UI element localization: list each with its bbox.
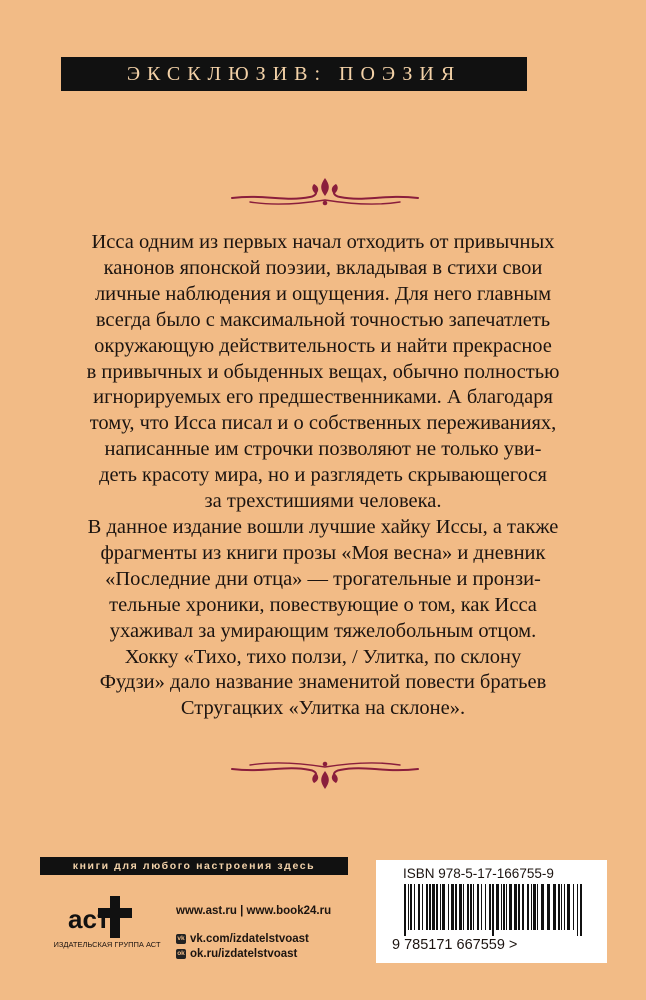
barcode-bar (506, 884, 507, 930)
blurb-line: всегда было с максимальной точностью запечатлеть (95, 308, 551, 331)
barcode-bar (573, 884, 574, 930)
blurb-line: личные наблюдения и ощущения. Для него главным (94, 282, 552, 305)
ok-link[interactable]: ok.ru/izdatelstvoast (190, 947, 298, 960)
blurb-line: в привычных и обыденных вещах, обычно полностью (86, 360, 560, 383)
blurb-line: канонов японской поэзии, вкладывая в стихи свои (103, 256, 543, 279)
barcode-bar (426, 884, 428, 930)
barcode-bar (455, 884, 457, 930)
barcode-bar (404, 884, 406, 936)
blurb-line: Стругацких «Улитка на склоне». (180, 697, 466, 720)
annotation-text (40, 230, 606, 722)
blurb-line: Исса одним из первых начал отходить от привычных (91, 231, 555, 253)
barcode (398, 884, 588, 936)
barcode-bar (522, 884, 524, 930)
blurb-line: деть красоту мира, но и разглядеть скрывающегося (99, 464, 547, 487)
ok-icon: ok (177, 949, 185, 957)
barcode-bar (567, 884, 570, 930)
ast-logo-icon (64, 888, 150, 940)
series-banner (61, 57, 527, 91)
barcode-bar (580, 884, 582, 936)
barcode-bar (442, 884, 445, 930)
top-ornament (230, 176, 420, 210)
logo-text: аст (68, 904, 110, 934)
barcode-bar (489, 884, 491, 930)
barcode-bar (553, 884, 556, 930)
barcode-bar (492, 884, 494, 936)
barcode-bar (564, 884, 565, 930)
blurb-line: окружающую действительность и найти прекрасное (94, 334, 552, 357)
barcode-bar (448, 884, 449, 930)
blurb-line: ухаживал за умирающим тяжелобольным отцом. (109, 619, 537, 642)
barcode-bar (418, 884, 420, 930)
barcode-bar (429, 884, 431, 930)
blurb-line: «Последние дни отца» — трогательные и пронзи- (105, 567, 541, 590)
barcode-bar (518, 884, 520, 930)
isbn-barcode-box (376, 860, 607, 963)
barcode-bar (477, 884, 479, 930)
barcode-bar (414, 884, 415, 930)
blurb-line: Фудзи» дало название знаменитой повести братьев (99, 671, 547, 694)
barcode-bar (440, 884, 441, 930)
blurb-line: фрагменты из книги прозы «Моя весна» и дневник (100, 541, 546, 564)
tagline-banner (40, 857, 348, 875)
publisher-logo (52, 888, 162, 954)
barcode-bar (432, 884, 435, 930)
barcode-bar (436, 884, 438, 930)
barcode-bar (537, 884, 538, 930)
blurb-line: написанные им строчки позволяют не только уви- (104, 438, 542, 461)
barcode-bar (470, 884, 472, 930)
vk-row (176, 931, 331, 946)
barcode-digits: 9 785171 667559 > (392, 937, 518, 953)
barcode-bar (533, 884, 536, 930)
barcode-bar (558, 884, 560, 930)
barcode-bar (459, 884, 462, 930)
barcode-bar (451, 884, 454, 930)
barcode-bar (577, 884, 578, 936)
barcode-bar (422, 884, 423, 930)
barcode-bar (547, 884, 550, 930)
blurb-line: тельные хроники, повествующие о том, как Исса (109, 593, 537, 616)
series-title: ЭКСКЛЮЗИВ: ПОЭЗИЯ (126, 62, 462, 85)
blurb-line: за трехстишиями человека. (204, 490, 442, 513)
barcode-bar (485, 884, 486, 930)
isbn-label: ISBN 978-5-17-166755-9 (403, 866, 554, 881)
websites-link[interactable]: www.ast.ru | www.book24.ru (176, 905, 332, 917)
barcode-bar (410, 884, 412, 930)
blurb-line: В данное издание вошли лучшие хайку Иссы, а также (87, 515, 559, 538)
tagline-text: книги для любого настроения здесь (72, 860, 316, 872)
blurb-line: тому, что Исса писал и о собственных переживаниях, (89, 412, 557, 435)
barcode-bar (467, 884, 469, 930)
barcode-bar (561, 884, 562, 930)
publisher-links (176, 905, 331, 961)
barcode-bar (541, 884, 544, 930)
ok-row (176, 946, 331, 961)
barcode-bar (501, 884, 502, 930)
barcode-bar (473, 884, 474, 930)
barcode-bar (509, 884, 512, 930)
barcode-bar (496, 884, 499, 930)
vk-icon: vk (177, 934, 185, 942)
barcode-bar (503, 884, 505, 930)
blurb-line: Хокку «Тихо, тихо ползи, / Улитка, по склону (124, 645, 522, 668)
barcode-bar (463, 884, 464, 930)
websites-row (176, 905, 331, 931)
bottom-ornament (230, 757, 420, 791)
barcode-bar (481, 884, 482, 930)
blurb-line: игнорируемых его предшественниками. А благодаря (93, 386, 553, 409)
barcode-bar (531, 884, 532, 930)
barcode-bar (514, 884, 517, 930)
vk-link[interactable]: vk.com/izdatelstvoast (190, 932, 309, 945)
barcode-bar (527, 884, 529, 930)
publisher-name: ИЗДАТЕЛЬСКАЯ ГРУППА АСТ (53, 940, 161, 949)
barcode-bar (408, 884, 409, 930)
